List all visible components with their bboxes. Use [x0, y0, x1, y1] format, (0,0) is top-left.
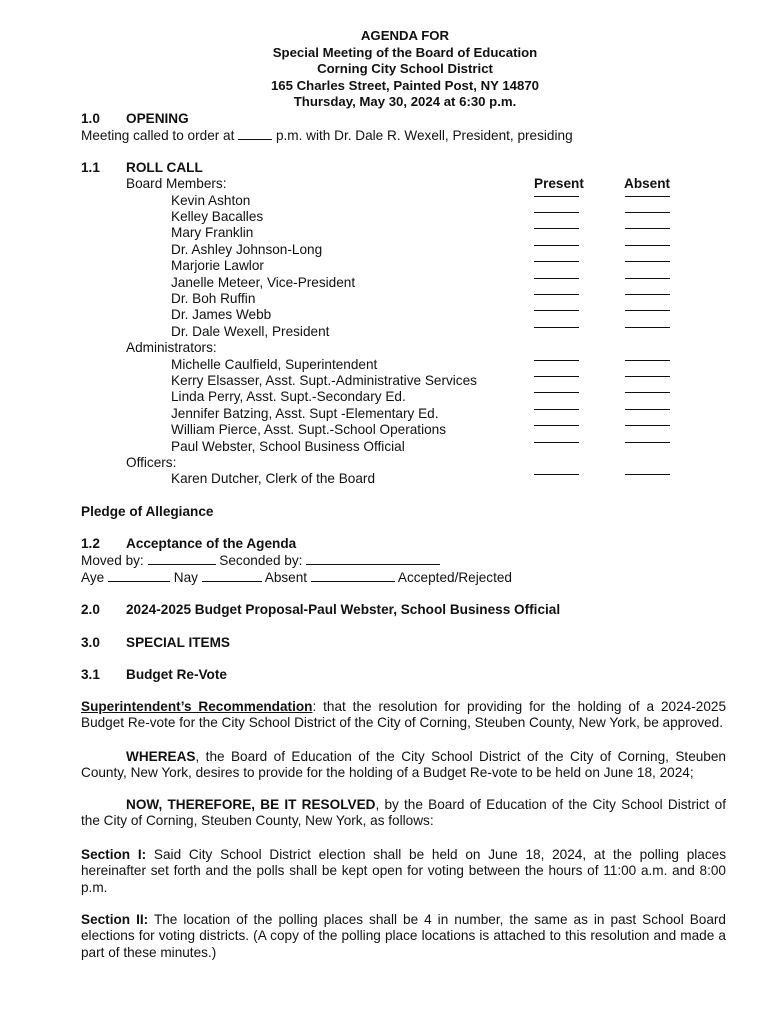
absent-column-header: Absent — [624, 176, 671, 191]
presiding-text: p.m. with Dr. Dale R. Wexell, President, presiding — [275, 128, 573, 143]
section-one-paragraph — [81, 847, 726, 896]
section-title: SPECIAL ITEMS — [126, 635, 230, 650]
roll-call-name: Kevin Ashton — [171, 192, 251, 208]
moved-by-label: Moved by: — [81, 553, 144, 568]
section-two-text: The location of the polling places shall be 4 in number, the same as in past School Board elections for voting districts. (A copy of the polling place locations is attached to this resolution and made a part of these minutes.) — [81, 912, 726, 960]
roll-call-name: Mary Franklin — [171, 225, 254, 241]
present-blank — [534, 196, 579, 197]
aye-blank — [108, 569, 170, 582]
section-title: Budget Re-Vote — [126, 667, 227, 682]
board-members-label: Board Members: — [126, 176, 227, 191]
present-blank — [534, 409, 579, 410]
roll-call-name: Dr. Dale Wexell, President — [171, 323, 330, 339]
present-blank — [534, 327, 579, 328]
absent-blank — [625, 228, 670, 229]
vote-line — [81, 569, 512, 586]
resolved-text: , by the Board of Education of the City School District of the City of Corning, Steuben County, New York, as follows: — [81, 797, 726, 829]
superintendent-recommendation — [81, 699, 726, 732]
section-title: ROLL CALL — [126, 160, 203, 175]
administrators-label: Administrators: — [126, 340, 217, 355]
absent-blank — [625, 425, 670, 426]
resolved-paragraph — [81, 797, 726, 830]
whereas-paragraph — [81, 749, 726, 782]
roll-call-name: Kerry Elsasser, Asst. Supt.-Administrative Services — [171, 372, 477, 388]
nay-label: Nay — [173, 570, 198, 585]
roll-call-name: Paul Webster, School Business Official — [171, 438, 405, 454]
present-column-header: Present — [534, 176, 584, 191]
recommendation-text: : that the resolution for providing for the holding of a 2024-2025 Budget Re-vote for the City School District of the City of Corning, Steuben County, New York, be approved. — [81, 699, 726, 731]
present-blank — [534, 212, 579, 213]
absent-blank — [625, 409, 670, 410]
absent-blank — [625, 310, 670, 311]
absent-blank — [625, 278, 670, 279]
absent-blank — [625, 442, 670, 443]
roll-call-name: Dr. Boh Ruffin — [171, 290, 256, 306]
absent-blank — [625, 327, 670, 328]
roll-call-name: Marjorie Lawlor — [171, 258, 264, 274]
moved-seconded-line — [81, 552, 440, 569]
present-blank — [534, 245, 579, 246]
moved-by-blank — [148, 552, 216, 565]
absent-blank — [625, 376, 670, 377]
section-one-text: Said City School District election shall be held on June 18, 2024, at the polling places hereinafter set forth and the polls shall be kept open for voting between the hours of 11:00 a.m. and 8:00 p.m. — [81, 847, 726, 895]
call-to-order-line — [81, 127, 573, 144]
absent-blank — [625, 196, 670, 197]
present-blank — [534, 442, 579, 443]
present-blank — [534, 360, 579, 361]
officers-label: Officers: — [126, 455, 177, 470]
nay-blank — [202, 569, 262, 582]
absent-label: Absent — [264, 570, 308, 585]
call-to-order-text: Meeting called to order at — [81, 128, 235, 143]
roll-call-name: Jennifer Batzing, Asst. Supt -Elementary Ed. — [171, 405, 439, 421]
district-name: Corning City School District — [317, 61, 493, 77]
present-blank — [534, 310, 579, 311]
absent-blank — [625, 474, 670, 475]
aye-label: Aye — [81, 570, 105, 585]
roll-call-name: Kelley Bacalles — [171, 208, 264, 224]
roll-call-name: Dr. James Webb — [171, 307, 272, 323]
seconded-by-blank — [306, 552, 440, 565]
whereas-label: WHEREAS — [126, 749, 196, 764]
section-one-label: Section I: — [81, 847, 147, 862]
present-blank — [534, 474, 579, 475]
roll-call-name: Linda Perry, Asst. Supt.-Secondary Ed. — [171, 389, 406, 405]
whereas-text: , the Board of Education of the City School District of the City of Corning, Steuben County, New York, desires to provide for the holding of a Budget Re-vote to be held on June 18, 2024; — [81, 749, 726, 781]
present-blank — [534, 261, 579, 262]
roll-call-name: Karen Dutcher, Clerk of the Board — [171, 471, 376, 486]
section-two-paragraph — [81, 912, 726, 961]
section-number: 3.0 — [81, 635, 100, 650]
present-blank — [534, 425, 579, 426]
section-title: 2024-2025 Budget Proposal-Paul Webster, School Business Official — [126, 602, 561, 617]
agenda-title: AGENDA FOR — [360, 28, 450, 43]
accepted-rejected-label: Accepted/Rejected — [397, 570, 512, 585]
pledge-heading: Pledge of Allegiance — [81, 504, 214, 519]
resolved-label: NOW, THEREFORE, BE IT RESOLVED — [126, 797, 376, 812]
roll-call-name: Michelle Caulfield, Superintendent — [171, 356, 378, 372]
present-blank — [534, 376, 579, 377]
absent-blank — [625, 392, 670, 393]
roll-call-name: Janelle Meteer, Vice-President — [171, 274, 356, 290]
recommendation-label: Superintendent’s Recommendation — [81, 699, 313, 714]
roll-call-name: William Pierce, Asst. Supt.-School Operations — [171, 422, 447, 438]
meeting-title: Special Meeting of the Board of Education — [272, 44, 538, 60]
section-number: 1.1 — [81, 160, 100, 175]
section-two-label: Section II: — [81, 912, 149, 927]
present-blank — [534, 392, 579, 393]
present-blank — [534, 278, 579, 279]
absent-blank — [625, 294, 670, 295]
section-number: 1.0 — [81, 111, 100, 126]
meeting-datetime: Thursday, May 30, 2024 at 6:30 p.m. — [293, 94, 517, 110]
present-blank — [534, 294, 579, 295]
time-blank — [238, 127, 272, 140]
roll-call-name: Dr. Ashley Johnson-Long — [171, 241, 323, 257]
present-blank — [534, 228, 579, 229]
absent-blank — [625, 212, 670, 213]
absent-blank — [625, 245, 670, 246]
seconded-by-label: Seconded by: — [219, 553, 303, 568]
section-number: 2.0 — [81, 602, 100, 617]
section-title: Acceptance of the Agenda — [126, 536, 297, 551]
section-title: OPENING — [126, 111, 189, 126]
absent-blank — [625, 360, 670, 361]
section-number: 1.2 — [81, 536, 100, 551]
section-number: 3.1 — [81, 667, 100, 682]
absent-blank — [625, 261, 670, 262]
district-address: 165 Charles Street, Painted Post, NY 14870 — [270, 77, 540, 93]
absent-blank — [311, 569, 395, 582]
